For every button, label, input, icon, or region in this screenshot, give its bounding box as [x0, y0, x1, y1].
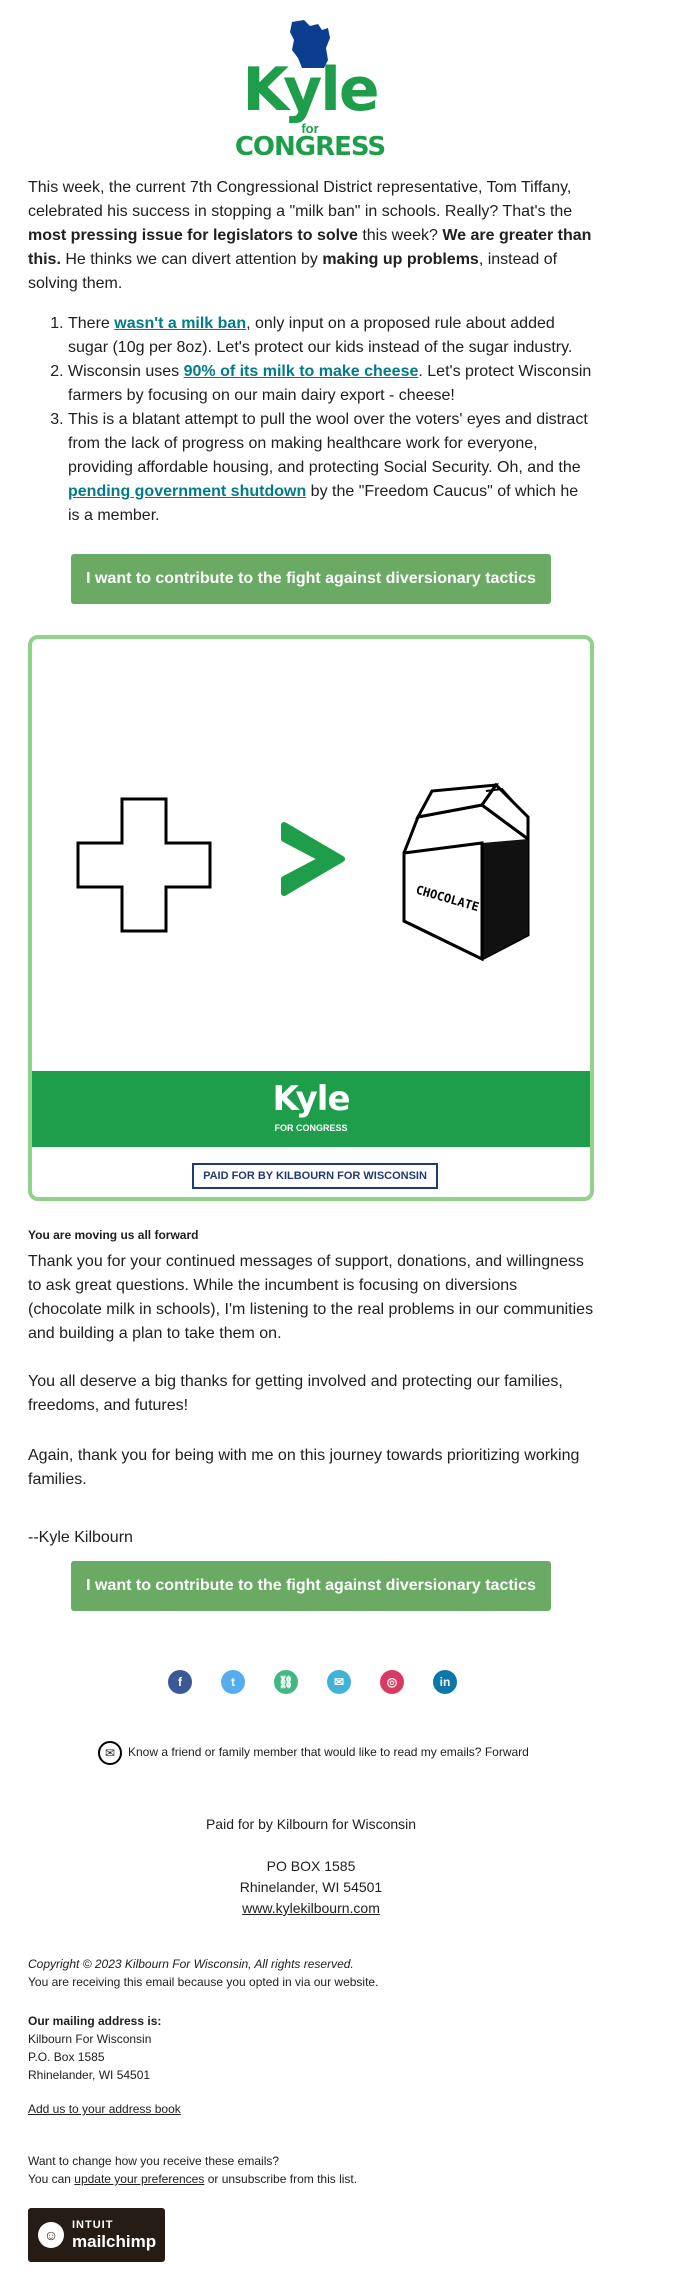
section-heading: You are moving us all forward — [28, 1228, 199, 1242]
contribute-button[interactable]: I want to contribute to the fight against diversionary tactics — [71, 554, 551, 604]
points-list — [28, 312, 594, 528]
footer-city: Rhinelander, WI 54501 — [239, 1879, 383, 1895]
body-paragraph: You all deserve a big thanks for getting involved and protecting our families, freedoms, and futures! — [28, 1373, 563, 1414]
mailing-label: Our mailing address is: — [28, 2014, 162, 2028]
logo-for: for — [301, 121, 319, 136]
campaign-graphic — [28, 635, 594, 1201]
list-item: 3. This is a blatant attempt to pull the wool over the voters' eyes and distract from the lack of progress on making healthcare work for everyone, providing affordable housing, and protecting Social Security. Oh, and the pending government shutdown by the "Freedom Caucus" of which he is a member. — [68, 408, 594, 528]
forward-envelope-icon: ✉ — [98, 1741, 122, 1765]
add-book-row — [28, 2100, 608, 2118]
list-item: 1. There wasn't a milk ban, only input on a proposed rule about added sugar (10g per 8oz). Let's protect our kids instead of the sugar industry. — [68, 312, 594, 360]
preferences-row: You can update your preferences or unsubscribe from this list. — [28, 2172, 358, 2186]
logo-congress: CONGRESS — [234, 132, 386, 162]
footer-site-row — [0, 1898, 622, 1919]
forward-link[interactable]: Forward — [484, 1745, 529, 1759]
instagram-icon[interactable]: ◎ — [380, 1670, 404, 1694]
linkedin-icon[interactable]: in — [433, 1670, 457, 1694]
mailing-address-line: Kilbourn For Wisconsin — [28, 2032, 152, 2046]
footer-po-box: PO BOX 1585 — [266, 1858, 356, 1874]
brand-band — [32, 1071, 590, 1147]
signature: --Kyle Kilbourn — [28, 1529, 133, 1546]
change-prefs-text: Want to change how you receive these emails? — [28, 2154, 280, 2168]
carton-label: CHOCOLATE — [414, 882, 481, 915]
mailing-address-line: Rhinelander, WI 54501 — [28, 2068, 151, 2082]
mailchimp-monkey-icon: ☺ — [38, 2222, 64, 2248]
update-preferences-link[interactable]: update your preferences — [74, 2172, 205, 2186]
kyle-for-congress-logo — [230, 18, 400, 163]
opt-in-reason: You are receiving this email because you opted in via our website. — [28, 1975, 379, 1989]
mailchimp-badge[interactable] — [28, 2208, 165, 2262]
twitter-icon[interactable]: t — [221, 1670, 245, 1694]
band-sub: FOR CONGRESS — [274, 1123, 348, 1133]
mailchimp-intuit: INTUIT — [72, 2219, 114, 2231]
paid-for-box: PAID FOR BY KILBOURN FOR WISCONSIN — [192, 1163, 438, 1189]
link-icon[interactable]: ⛓ — [274, 1670, 298, 1694]
milk-ban-link[interactable]: wasn't a milk ban — [114, 315, 247, 332]
body-paragraph: Again, thank you for being with me on this journey towards prioritizing working families. — [28, 1447, 580, 1488]
logo-name: Kyle — [242, 55, 378, 125]
forward-row: ✉ Know a friend or family member that would like to read my emails? Forward — [98, 1740, 558, 1764]
cross-icon — [78, 799, 210, 931]
greater-than-icon — [284, 825, 342, 893]
copyright: Copyright © 2023 Kilbourn For Wisconsin, All rights reserved. — [28, 1957, 354, 1971]
mailing-address-line: P.O. Box 1585 — [28, 2050, 105, 2064]
mailchimp-wordmark: mailchimp — [72, 2232, 157, 2251]
facebook-icon[interactable]: f — [168, 1670, 192, 1694]
shutdown-link[interactable]: pending government shutdown — [68, 483, 307, 500]
contribute-button-bottom[interactable]: I want to contribute to the fight against diversionary tactics — [71, 1561, 551, 1611]
band-name: Kyle — [272, 1079, 350, 1119]
footer-paid-for: Paid for by Kilbourn for Wisconsin — [205, 1816, 417, 1832]
milk-carton-icon — [404, 785, 528, 959]
body-paragraph: Thank you for your continued messages of support, donations, and willingness to ask great questions. While the incumbent is focusing on diversions (chocolate milk in schools), I'm listening to the real problems in our communities and building a plan to take them on. — [28, 1253, 594, 1342]
list-item: 2. Wisconsin uses 90% of its milk to make cheese. Let's protect Wisconsin farmers by focusing on our main dairy export - cheese! — [68, 360, 594, 408]
email-icon[interactable]: ✉ — [327, 1670, 351, 1694]
website-link[interactable]: www.kylekilbourn.com — [242, 1900, 380, 1916]
healthcare-greater-than-milk-image — [32, 639, 590, 1071]
cheese-link[interactable]: 90% of its milk to make cheese — [183, 363, 419, 380]
add-to-address-book-link[interactable]: Add us to your address book — [28, 2102, 181, 2116]
intro-paragraph: This week, the current 7th Congressional District representative, Tom Tiffany, celebrated his success in stopping a "milk ban" in schools. Really? That's the most pressing issue for legislators to solve this week? We are greater than this. He thinks we can divert attention by making up problems, instead of solving them. — [28, 179, 592, 292]
